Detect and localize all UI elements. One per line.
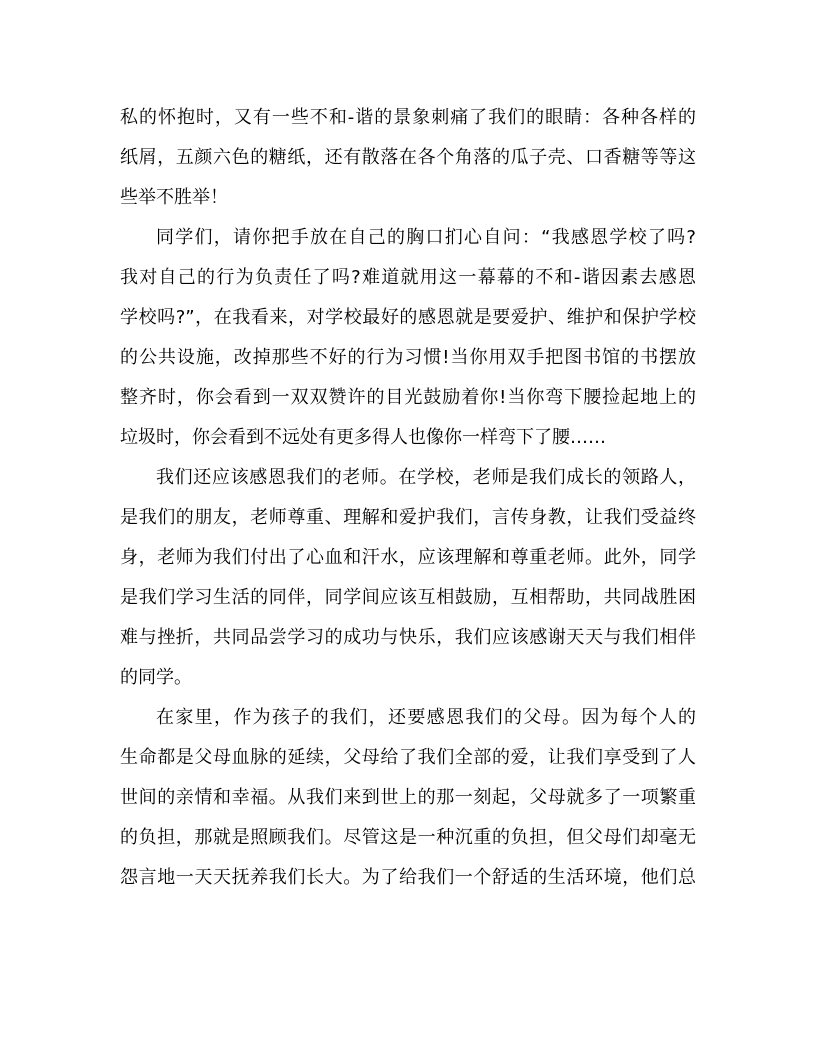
text-line: 些举不胜举！ [120, 187, 228, 208]
text-line: 纸屑，五颜六色的糖纸，还有散落在各个角落的瓜子壳、口香糖等等这 [120, 147, 696, 168]
text-line: 私的怀抱时，又有一些不和-谐的景象刺痛了我们的眼睛：各种各样的 [120, 107, 696, 128]
text-line: 怨言地一天天抚养我们长大。为了给我们一个舒适的生活环境，他们总 [120, 867, 696, 888]
text-line: 身，老师为我们付出了心血和汗水，应该理解和尊重老师。此外，同学 [120, 547, 696, 568]
text-line: 整齐时，你会看到一双双赞许的目光鼓励着你!当你弯下腰捡起地上的 [120, 387, 696, 408]
text-line: 的同学。 [120, 667, 192, 688]
text-line: 的负担，那就是照顾我们。尽管这是一种沉重的负担，但父母们却毫无 [120, 827, 696, 848]
text-line: 垃圾时，你会看到不远处有更多得人也像你一样弯下了腰…… [120, 427, 606, 448]
body-text [120, 98, 696, 898]
text-line: 难与挫折，共同品尝学习的成功与快乐，我们应该感谢天天与我们相伴 [120, 627, 696, 648]
text-line: 我对自己的行为负责任了吗?难道就用这一幕幕的不和-谐因素去感恩 [120, 267, 696, 288]
text-line: 世间的亲情和幸福。从我们来到世上的那一刻起，父母就多了一项繁重 [120, 787, 696, 808]
paragraph-start-line: 同学们，请你把手放在自己的胸口扪心自问：“我感恩学校了吗? [156, 227, 696, 248]
text-line: 学校吗?”，在我看来，对学校最好的感恩就是要爱护、维护和保护学校 [120, 307, 696, 328]
paragraph-start-line: 在家里，作为孩子的我们，还要感恩我们的父母。因为每个人的 [156, 707, 696, 728]
text-line: 是我们的朋友，老师尊重、理解和爱护我们，言传身教，让我们受益终 [120, 507, 696, 528]
text-line: 生命都是父母血脉的延续，父母给了我们全部的爱，让我们享受到了人 [120, 747, 696, 768]
text-line: 是我们学习生活的同伴，同学间应该互相鼓励，互相帮助，共同战胜困 [120, 587, 696, 608]
paragraph-start-line: 我们还应该感恩我们的老师。在学校，老师是我们成长的领路人， [156, 467, 696, 488]
text-line: 的公共设施，改掉那些不好的行为习惯!当你用双手把图书馆的书摆放 [120, 347, 696, 368]
